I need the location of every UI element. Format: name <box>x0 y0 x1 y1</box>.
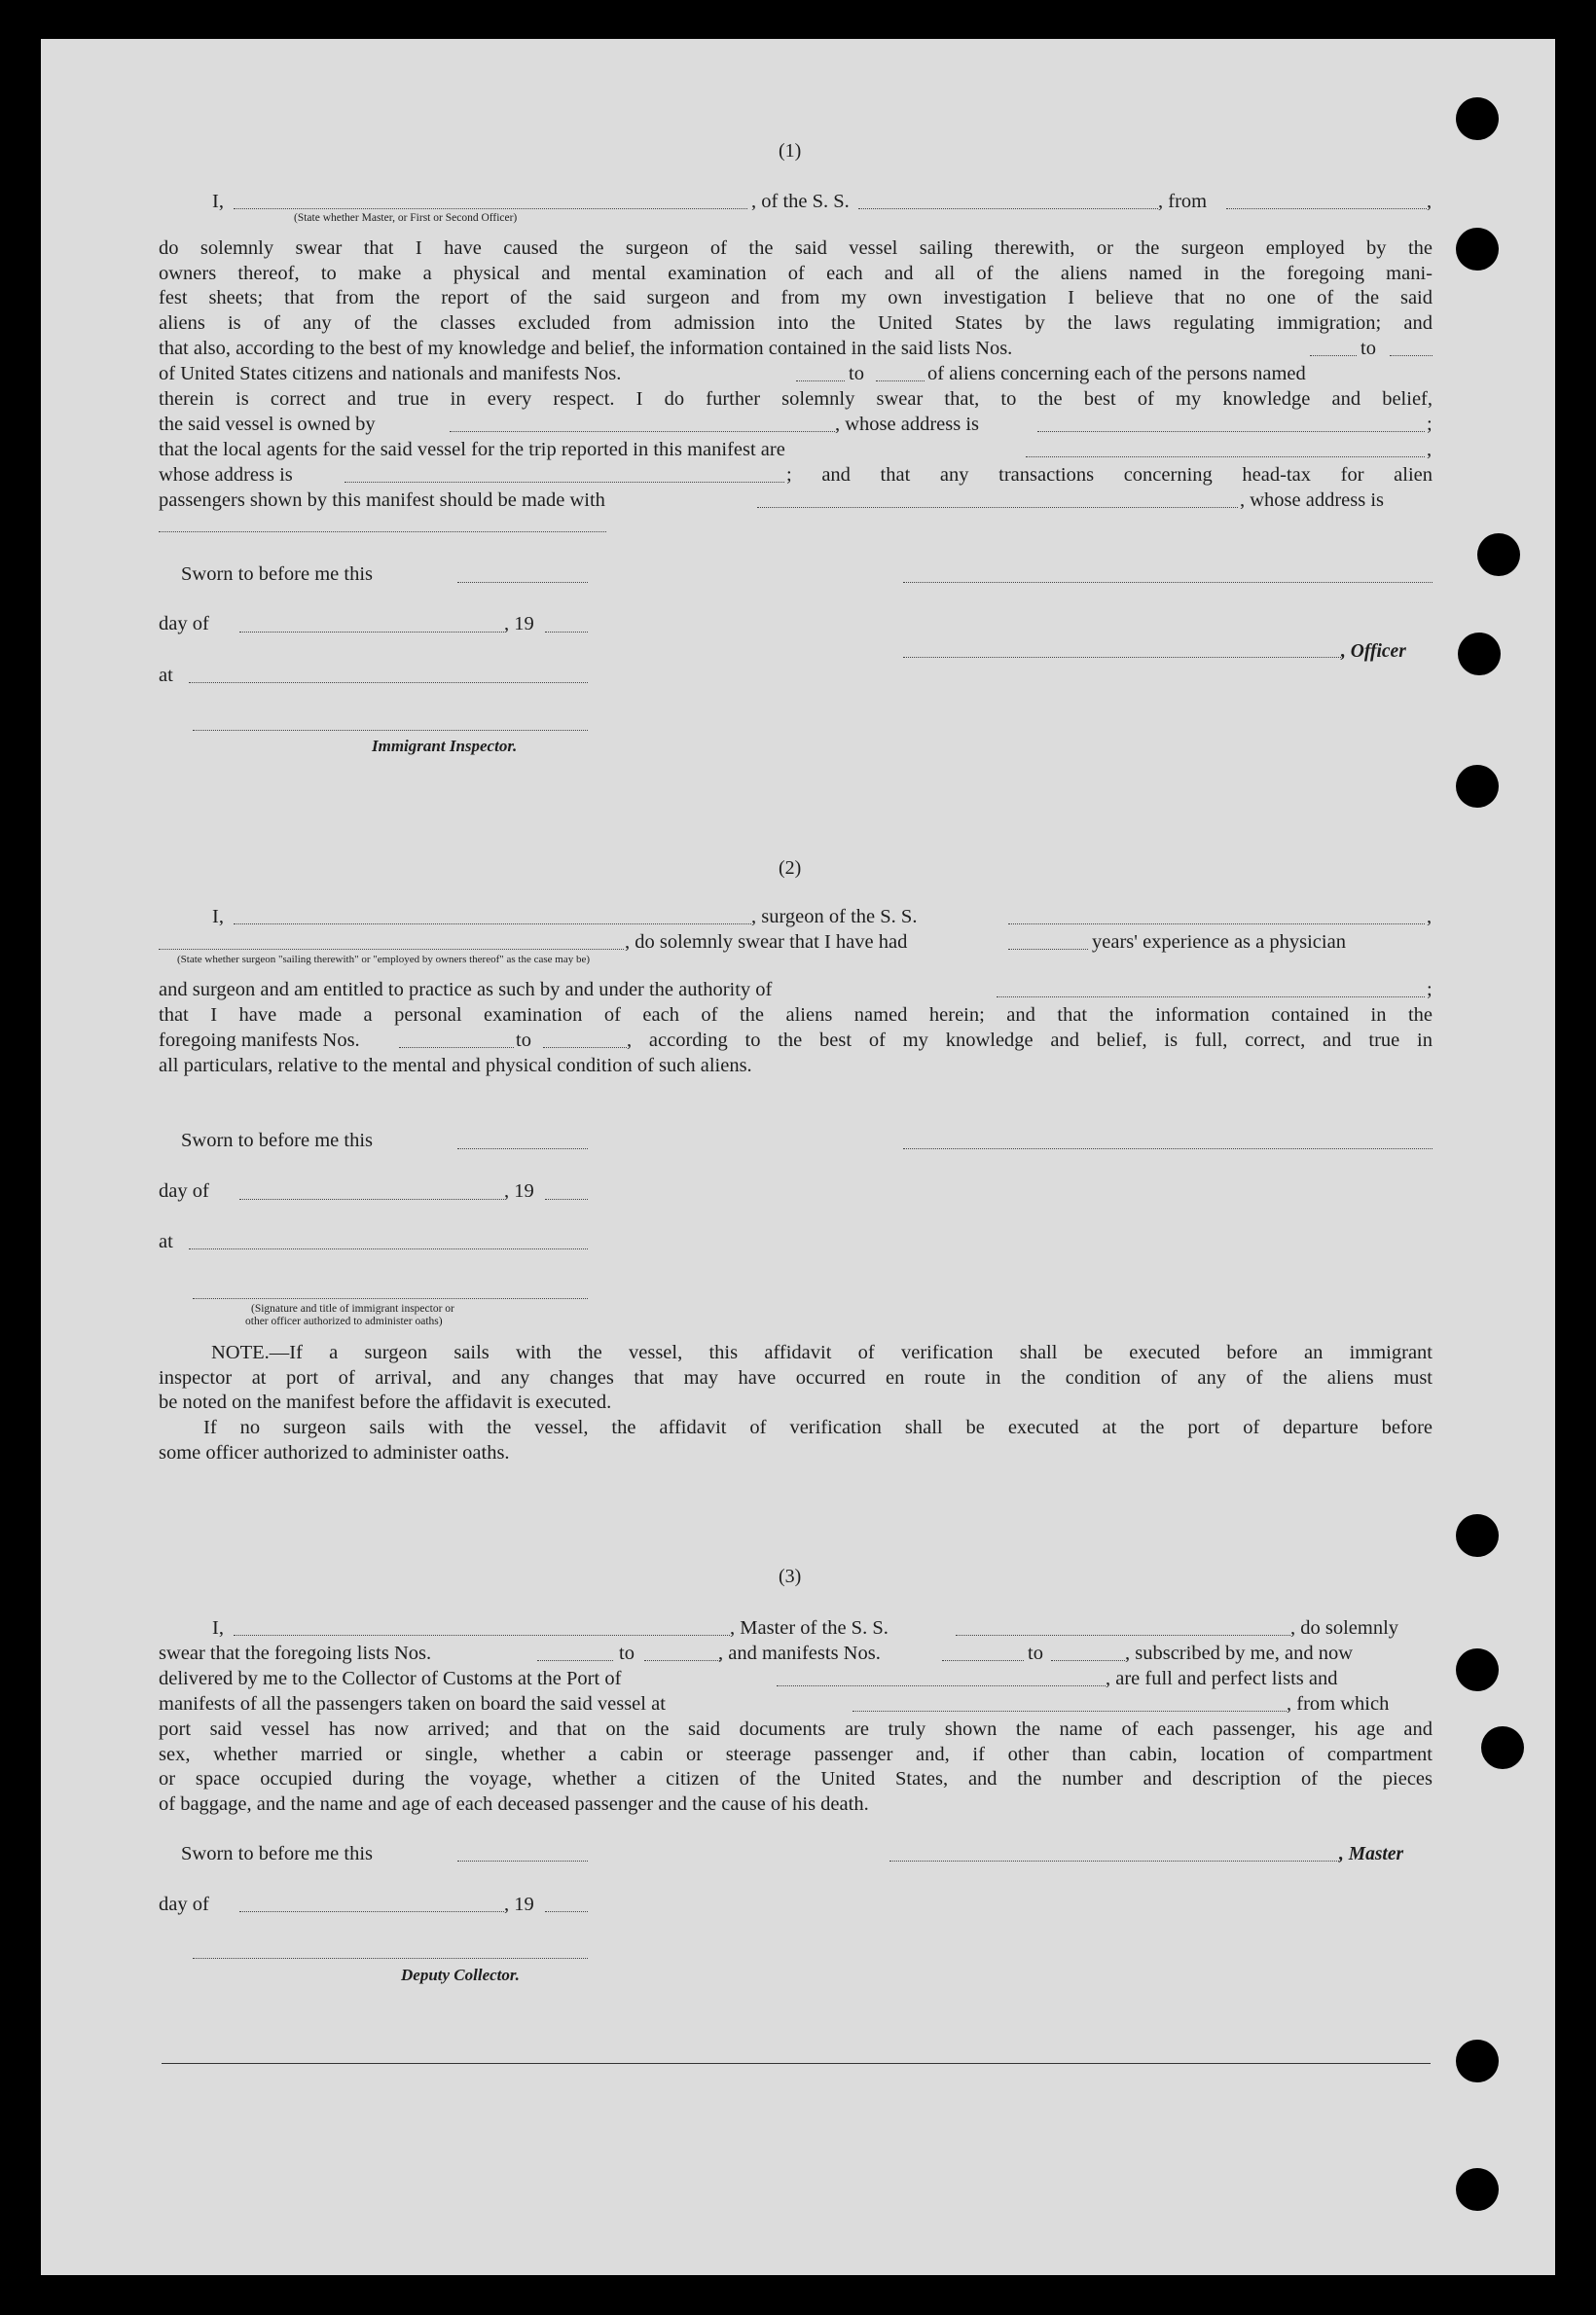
oath-text: port said vessel has now arrived; and that on the said documents are truly shown the name of each passenger, his age and sex, whether married or single, whether a cabin or steerage passenger and, if other than cabin, location of compartment or space occupied during the voyage, whether a citizen of the United States, and the number and description of the pieces of baggage, and the name and age of each deceased passenger and the cause of his death. <box>159 1718 1433 1816</box>
punch-hole <box>1481 1726 1524 1769</box>
punch-hole <box>1456 1514 1499 1557</box>
text: , Master of the S. S. <box>730 1617 889 1639</box>
text: , <box>1427 439 1433 460</box>
blank-field[interactable] <box>159 949 624 950</box>
blank-field[interactable] <box>1037 431 1425 432</box>
text: to <box>1028 1643 1043 1664</box>
blank-field[interactable] <box>543 1047 627 1048</box>
text: passengers shown by this manifest should be made with <box>159 489 605 511</box>
blank-field[interactable] <box>189 1248 588 1249</box>
text: ; and that any transactions concerning head-tax for alien <box>786 464 1433 486</box>
text: to <box>516 1030 531 1051</box>
blank-field[interactable] <box>1310 355 1357 356</box>
punch-hole <box>1477 533 1520 576</box>
section-number: (2) <box>779 857 802 879</box>
blank-field[interactable] <box>1026 456 1425 457</box>
blank-field[interactable] <box>234 208 747 209</box>
signature-line[interactable] <box>903 657 1341 658</box>
inspector-label: Immigrant Inspector. <box>372 737 518 755</box>
text: Sworn to before me this <box>181 563 373 585</box>
text: to <box>619 1643 635 1664</box>
signature-note: (Signature and title of immigrant inspector or <box>251 1303 454 1315</box>
blank-field[interactable] <box>159 531 606 532</box>
field-hint: (State whether Master, or First or Second Officer) <box>294 212 518 224</box>
blank-field[interactable] <box>239 1911 504 1912</box>
blank-field[interactable] <box>1051 1660 1125 1661</box>
text: delivered by me to the Collector of Customs at the Port of <box>159 1668 622 1689</box>
blank-field[interactable] <box>545 1911 588 1912</box>
punch-hole <box>1456 1648 1499 1691</box>
text: , 19 <box>504 1894 534 1915</box>
blank-field[interactable] <box>457 1861 588 1862</box>
blank-field[interactable] <box>777 1685 1106 1686</box>
blank-field[interactable] <box>942 1660 1024 1661</box>
text: to <box>1360 338 1376 359</box>
text: that the local agents for the said vessel for the trip reported in this manifest are <box>159 439 785 460</box>
signature-line[interactable] <box>193 730 588 731</box>
blank-field[interactable] <box>1390 355 1433 356</box>
oath-text: therein is correct and true in every respect. I do further solemnly swear that, to the best of my knowledge and belief, <box>159 388 1433 410</box>
text: Sworn to before me this <box>181 1843 373 1864</box>
signature-line[interactable] <box>889 1861 1339 1862</box>
section-number: (3) <box>779 1566 802 1587</box>
punch-hole <box>1458 633 1501 675</box>
blank-field[interactable] <box>457 582 588 583</box>
blank-field[interactable] <box>189 682 588 683</box>
blank-field[interactable] <box>450 431 835 432</box>
bottom-rule <box>162 2063 1431 2064</box>
oath-text: do solemnly swear that I have caused the surgeon of the said vessel sailing therewith, or the surgeon employed by the owners thereof, to make a physical and mental examination of each and all of the aliens named in the foregoing mani- fest sheets; that from the report of the said surgeon and from my own investigation I believe that no one of the said aliens is of any of the classes excluded from admission into the United States by the laws regulating immigration; and <box>159 237 1433 335</box>
blank-field[interactable] <box>644 1660 720 1661</box>
blank-field[interactable] <box>239 632 504 633</box>
text: day of <box>159 1180 209 1202</box>
blank-field[interactable] <box>796 380 845 381</box>
text: at <box>159 665 173 686</box>
blank-field[interactable] <box>234 923 751 924</box>
punch-hole <box>1456 765 1499 808</box>
text: of United States citizens and nationals and manifests Nos. <box>159 363 622 384</box>
punch-hole <box>1456 2040 1499 2082</box>
note-text: NOTE.—If a surgeon sails with the vessel, this affidavit of verification shall be executed before an immigrant inspector at port of arrival, and any changes that may have occurred en route in the condition of any of the aliens must be noted on the manifest before the affidavit is executed. If no surgeon sails with the vessel, the affidavit of verification shall be executed at the port of departure before some officer authorized to administer oaths. <box>159 1342 1433 1464</box>
text: that also, according to the best of my knowledge and belief, the information contained in the said lists Nos. <box>159 338 1013 359</box>
blank-field[interactable] <box>545 632 588 633</box>
oath-text: that I have made a personal examination of each of the aliens named herein; and that the information contained in the <box>159 1004 1433 1026</box>
text: foregoing manifests Nos. <box>159 1030 360 1051</box>
master-label: , Master <box>1339 1844 1404 1864</box>
blank-field[interactable] <box>545 1199 588 1200</box>
blank-field[interactable] <box>234 1635 730 1636</box>
punch-hole <box>1456 228 1499 271</box>
blank-field[interactable] <box>345 482 784 483</box>
signature-line[interactable] <box>193 1958 588 1959</box>
blank-field[interactable] <box>852 1711 1287 1712</box>
blank-field[interactable] <box>757 507 1238 508</box>
text: , from <box>1158 191 1208 212</box>
text: day of <box>159 613 209 634</box>
blank-field[interactable] <box>997 996 1425 997</box>
text: I, <box>212 906 224 927</box>
text: , surgeon of the S. S. <box>751 906 918 927</box>
text: , of the S. S. <box>751 191 850 212</box>
text: all particulars, relative to the mental and physical condition of such aliens. <box>159 1055 752 1076</box>
blank-field[interactable] <box>1226 208 1427 209</box>
text: and surgeon and am entitled to practice as such by and under the authority of <box>159 979 773 1000</box>
text: I, <box>212 191 224 212</box>
blank-field[interactable] <box>1008 949 1088 950</box>
text: , and manifests Nos. <box>718 1643 881 1664</box>
text: , 19 <box>504 613 534 634</box>
text: , from which <box>1287 1693 1390 1715</box>
text: , do solemnly <box>1290 1617 1399 1639</box>
text: , <box>1427 191 1433 212</box>
blank-field[interactable] <box>537 1660 613 1661</box>
text: day of <box>159 1894 209 1915</box>
signature-note: other officer authorized to administer oaths) <box>245 1316 443 1327</box>
text: , 19 <box>504 1180 534 1202</box>
collector-label: Deputy Collector. <box>401 1966 520 1984</box>
punch-hole <box>1456 97 1499 140</box>
text: ; <box>1427 979 1433 1000</box>
section-number: (1) <box>779 140 802 162</box>
blank-field[interactable] <box>239 1199 504 1200</box>
text: years' experience as a physician <box>1092 931 1346 953</box>
text: , do solemnly swear that I have had <box>625 931 908 953</box>
signature-line[interactable] <box>903 1148 1433 1149</box>
text: Sworn to before me this <box>181 1130 373 1151</box>
text: , are full and perfect lists and <box>1106 1668 1338 1689</box>
text: swear that the foregoing lists Nos. <box>159 1643 432 1664</box>
punch-hole <box>1456 2168 1499 2211</box>
text: , according to the best of my knowledge and belief, is full, correct, and true in <box>627 1030 1433 1051</box>
blank-field[interactable] <box>457 1148 588 1149</box>
blank-field[interactable] <box>956 1635 1290 1636</box>
text: I, <box>212 1617 224 1639</box>
text: , whose address is <box>835 414 980 435</box>
text: at <box>159 1231 173 1252</box>
text: the said vessel is owned by <box>159 414 376 435</box>
text: manifests of all the passengers taken on board the said vessel at <box>159 1693 666 1715</box>
blank-field[interactable] <box>858 208 1158 209</box>
field-hint: (State whether surgeon "sailing therewith" or "employed by owners thereof" as the case may be) <box>177 954 591 965</box>
text: , subscribed by me, and now <box>1125 1643 1353 1664</box>
text: whose address is <box>159 464 293 486</box>
signature-line[interactable] <box>903 582 1433 583</box>
blank-field[interactable] <box>876 380 925 381</box>
blank-field[interactable] <box>399 1047 514 1048</box>
text: ; <box>1427 414 1433 435</box>
text: to <box>849 363 864 384</box>
text: , <box>1427 906 1433 927</box>
blank-field[interactable] <box>1008 923 1425 924</box>
officer-label: , Officer <box>1341 641 1406 662</box>
text: , whose address is <box>1240 489 1385 511</box>
signature-line[interactable] <box>193 1298 588 1299</box>
text: of aliens concerning each of the persons named <box>927 363 1306 384</box>
